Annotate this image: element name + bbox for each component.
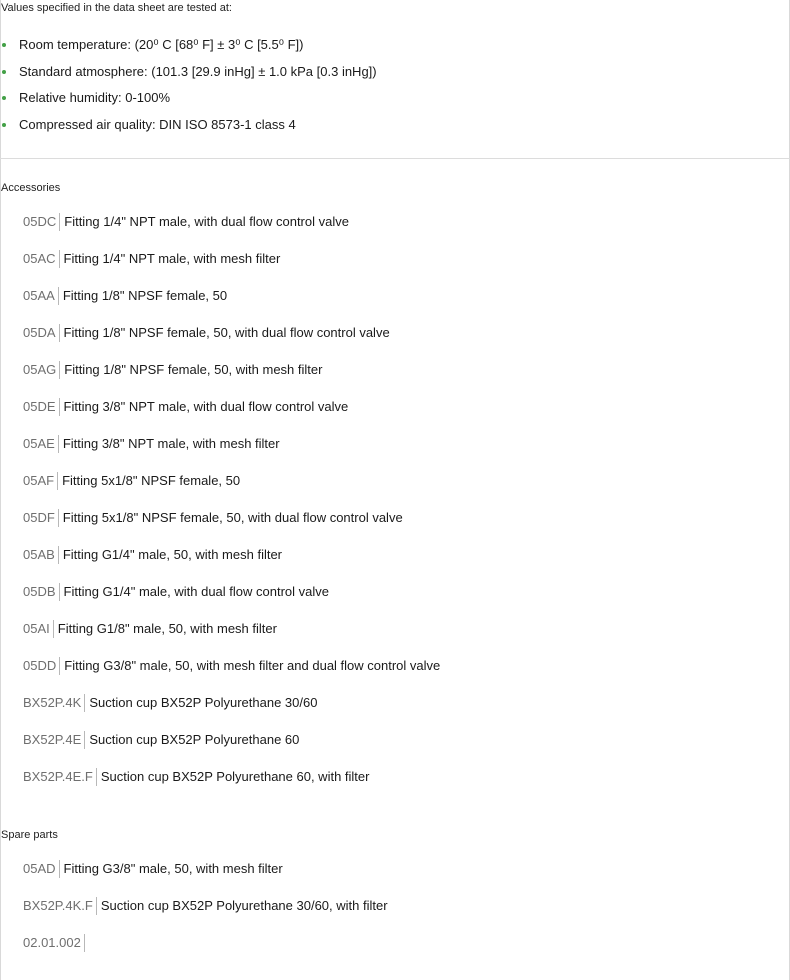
part-description: Suction cup BX52P Polyurethane 30/60, with filter <box>100 898 388 913</box>
accessory-item[interactable] <box>23 546 440 583</box>
spare-parts-list <box>23 860 388 971</box>
accessory-item[interactable] <box>23 213 440 250</box>
condition-text: Compressed air quality: DIN ISO 8573-1 class 4 <box>19 116 296 132</box>
part-description: Fitting 5x1/8" NPSF female, 50 <box>62 473 241 488</box>
condition-text: Relative humidity: 0-100% <box>19 90 171 105</box>
accessory-item[interactable] <box>23 657 440 694</box>
accessory-item[interactable] <box>23 694 440 731</box>
part-description: Suction cup BX52P Polyurethane 30/60 <box>89 695 318 710</box>
part-description: Fitting G3/8" male, 50, with mesh filter and dual flow control valve <box>64 658 441 673</box>
accessory-item[interactable] <box>23 620 440 657</box>
spare-part-item[interactable] <box>23 897 388 934</box>
part-description: Fitting G1/8" male, 50, with mesh filter <box>57 621 277 636</box>
part-code[interactable]: 05AB <box>23 546 59 564</box>
part-code[interactable]: 05AD <box>23 860 60 878</box>
part-description: Fitting 1/8" NPSF female, 50, with dual flow control valve <box>63 325 390 340</box>
part-description: Fitting 3/8" NPT male, with dual flow control valve <box>63 399 349 414</box>
green-bullet-icon <box>2 70 6 74</box>
condition-text: Standard atmosphere: (101.3 [29.9 inHg] ± 1.0 kPa [0.3 inHg]) <box>19 63 377 79</box>
part-description: Fitting G1/4" male, 50, with mesh filter <box>62 547 283 562</box>
accessory-item[interactable] <box>23 768 440 805</box>
part-code[interactable]: 05DF <box>23 509 59 527</box>
condition-text: Room temperature: (20⁰ C [68⁰ F] ± 3⁰ C [5.5⁰ F]) <box>19 37 304 52</box>
part-code[interactable]: 05DE <box>23 398 60 416</box>
part-code[interactable]: 05AG <box>23 361 60 379</box>
spare-part-item[interactable] <box>23 934 388 971</box>
part-code[interactable]: 02.01.002 <box>23 934 85 952</box>
part-description: Fitting 1/4" NPT male, with dual flow control valve <box>64 214 349 229</box>
accessory-item[interactable] <box>23 583 440 620</box>
accessories-title: Accessories <box>1 182 61 194</box>
green-bullet-icon <box>2 96 6 100</box>
spare-parts-title: Spare parts <box>1 829 58 841</box>
part-code[interactable]: 05DB <box>23 583 60 601</box>
accessory-item[interactable] <box>23 398 440 435</box>
part-code[interactable]: BX52P.4E <box>23 731 85 749</box>
part-description: Fitting 1/8" NPSF female, 50 <box>62 288 228 303</box>
accessories-list <box>23 213 440 805</box>
part-description: Suction cup BX52P Polyurethane 60 <box>89 732 300 747</box>
condition-item-relative-humidity <box>0 89 377 116</box>
part-code[interactable]: 05AA <box>23 287 59 305</box>
test-conditions-list <box>0 36 377 142</box>
test-conditions-section <box>0 0 790 158</box>
condition-item-compressed-air-quality <box>0 116 377 143</box>
part-code[interactable]: 05DA <box>23 324 60 342</box>
green-bullet-icon <box>2 123 6 127</box>
part-description: Suction cup BX52P Polyurethane 60, with filter <box>100 769 370 784</box>
part-code[interactable]: 05DC <box>23 213 60 231</box>
part-code[interactable]: BX52P.4K <box>23 694 85 712</box>
part-code[interactable]: 05AE <box>23 435 59 453</box>
part-code[interactable]: BX52P.4K.F <box>23 897 97 915</box>
condition-item-room-temperature <box>0 36 377 63</box>
part-code[interactable]: 05AF <box>23 472 58 490</box>
accessory-item[interactable] <box>23 287 440 324</box>
part-code[interactable]: 05DD <box>23 657 60 675</box>
part-description: Fitting 3/8" NPT male, with mesh filter <box>62 436 280 451</box>
part-description: Fitting G3/8" male, 50, with mesh filter <box>63 861 283 876</box>
accessory-item[interactable] <box>23 250 440 287</box>
part-description: Fitting G1/4" male, with dual flow control valve <box>63 584 329 599</box>
part-description: Fitting 1/8" NPSF female, 50, with mesh filter <box>64 362 323 377</box>
part-code[interactable]: 05AC <box>23 250 60 268</box>
accessory-item[interactable] <box>23 731 440 768</box>
spare-part-item[interactable] <box>23 860 388 897</box>
accessory-item[interactable] <box>23 324 440 361</box>
section-divider <box>0 158 790 159</box>
part-code[interactable]: BX52P.4E.F <box>23 768 97 786</box>
part-description: Fitting 1/4" NPT male, with mesh filter <box>63 251 281 266</box>
accessory-item[interactable] <box>23 472 440 509</box>
accessory-item[interactable] <box>23 435 440 472</box>
accessory-item[interactable] <box>23 361 440 398</box>
condition-item-standard-atmosphere <box>0 63 377 90</box>
part-description: Fitting 5x1/8" NPSF female, 50, with dual flow control valve <box>62 510 403 525</box>
part-code[interactable]: 05AI <box>23 620 54 638</box>
green-bullet-icon <box>2 43 6 47</box>
test-conditions-intro: Values specified in the data sheet are tested at: <box>1 2 232 14</box>
accessory-item[interactable] <box>23 509 440 546</box>
